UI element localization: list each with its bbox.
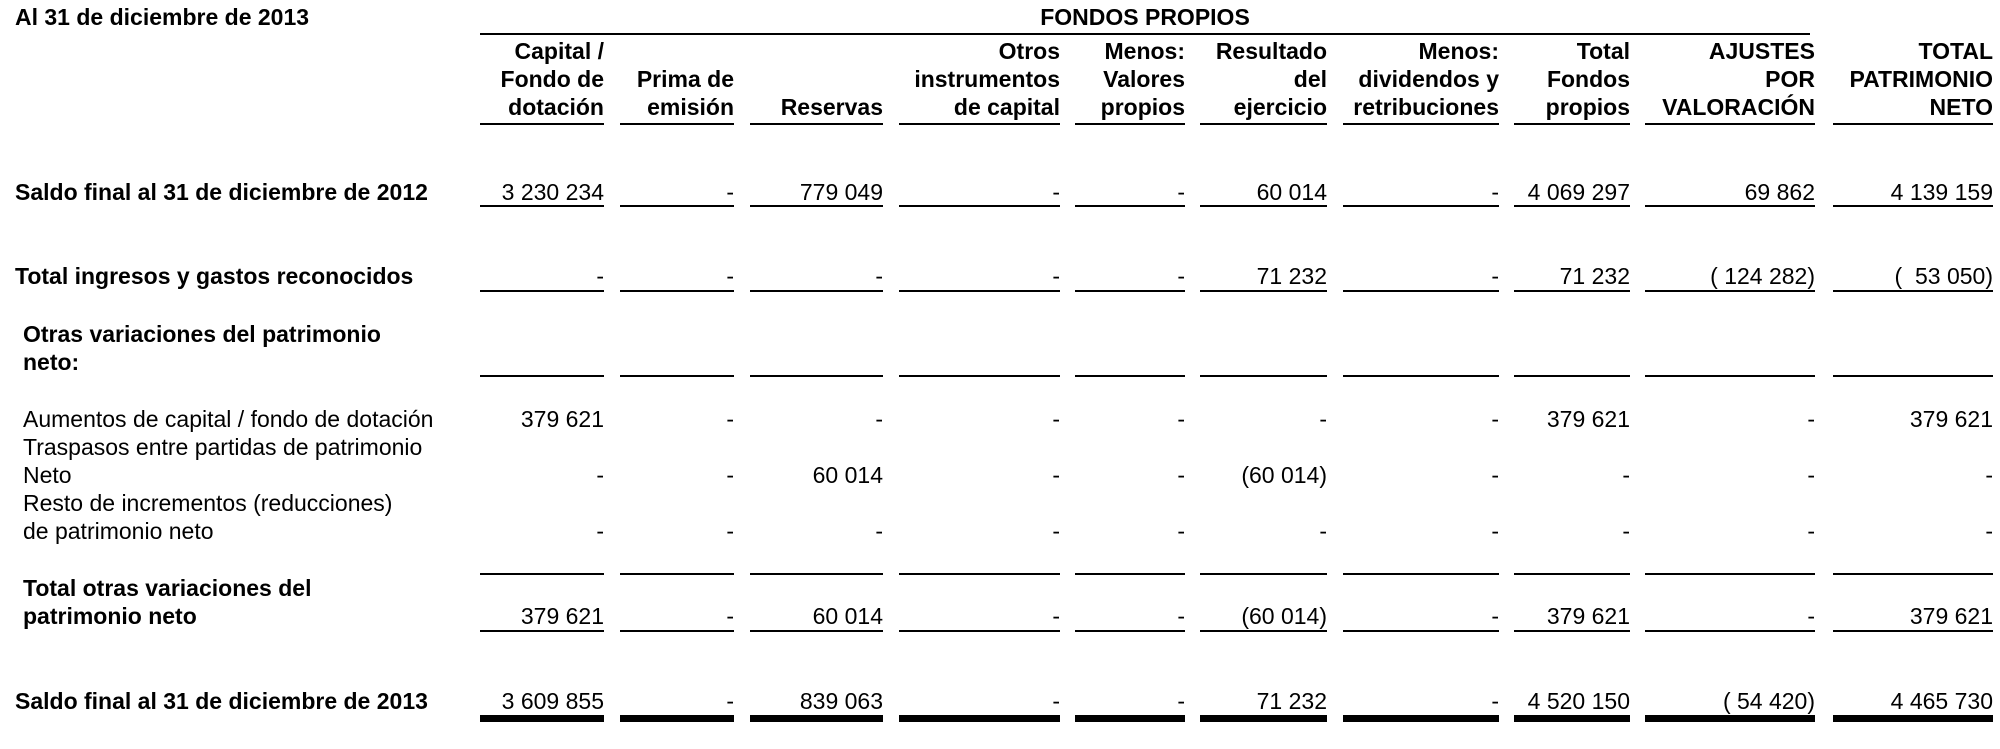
column-header-line: propios [1545, 94, 1630, 120]
cell-underline [899, 630, 1060, 632]
cell-underline [1200, 205, 1327, 207]
table-cell: (60 014) [1241, 462, 1327, 488]
table-cell: - [1491, 603, 1499, 629]
cell-underline [1075, 290, 1185, 292]
cell-underline [1200, 573, 1327, 575]
row-label-line: de patrimonio neto [23, 518, 214, 544]
cell-underline [620, 375, 734, 377]
column-header-3 [750, 37, 883, 125]
column-header-line: Menos: [1418, 38, 1499, 64]
double-underline [1514, 715, 1630, 722]
table-cell: 379 621 [1909, 603, 1993, 629]
column-header-line: Otros [998, 38, 1060, 64]
cell-underline [899, 205, 1060, 207]
cell-underline [1833, 375, 1993, 377]
row-label-line: neto: [23, 349, 80, 375]
row-aumentos-capital-label [23, 405, 433, 433]
cell-underline [1514, 375, 1630, 377]
cell-underline [1075, 205, 1185, 207]
table-cell: ( 53 050) [1894, 263, 1993, 289]
row-label-line: Total otras variaciones del [23, 575, 312, 601]
cell-underline [1645, 205, 1815, 207]
cell-underline [1343, 375, 1499, 377]
cell-underline [1343, 205, 1499, 207]
column-header-line: Capital / [514, 38, 604, 64]
table-cell: (60 014) [1241, 603, 1327, 629]
double-underline [1200, 715, 1327, 722]
column-header-line: Valores [1103, 66, 1185, 92]
table-cell: - [1177, 603, 1185, 629]
table-cell: 60 014 [1256, 179, 1327, 205]
row-label-line: Neto [23, 462, 72, 488]
cell-underline [899, 290, 1060, 292]
cell-underline [1075, 630, 1185, 632]
table-cell: ( 124 282) [1710, 263, 1815, 289]
table-cell: - [1052, 179, 1060, 205]
column-header-line [620, 37, 734, 65]
double-underline [620, 715, 734, 722]
column-header-line: Resultado [1215, 38, 1327, 64]
double-underline [1343, 715, 1499, 722]
table-cell: - [1177, 688, 1185, 714]
column-header-line: AJUSTES [1708, 38, 1815, 64]
cell-underline [480, 375, 604, 377]
table-cell: 379 621 [520, 406, 604, 432]
cell-underline [1200, 375, 1327, 377]
cell-underline [620, 205, 734, 207]
table-cell: - [1985, 518, 1993, 544]
table-cell: 4 139 159 [1890, 179, 1993, 205]
table-cell: - [1052, 603, 1060, 629]
cell-underline [1514, 205, 1630, 207]
cell-underline [1833, 630, 1993, 632]
row-label-line: Saldo final al 31 de diciembre de 2012 [15, 179, 428, 205]
cell-underline [750, 630, 883, 632]
table-cell: 379 621 [1909, 406, 1993, 432]
column-header-line: PATRIMONIO [1849, 66, 1993, 92]
cell-underline [1833, 205, 1993, 207]
column-header-line [750, 65, 883, 93]
table-cell: - [1491, 179, 1499, 205]
row-label-line: Resto de incrementos (reducciones) [23, 490, 393, 516]
table-cell: - [596, 518, 604, 544]
table-cell: - [596, 263, 604, 289]
column-header-line: Prima de [636, 66, 734, 92]
table-cell: - [1807, 603, 1815, 629]
cell-underline [1645, 573, 1815, 575]
table-cell: 4 069 297 [1527, 179, 1630, 205]
double-underline [899, 715, 1060, 722]
table-cell: - [726, 179, 734, 205]
column-header-8 [1514, 37, 1630, 125]
table-cell: - [875, 518, 883, 544]
double-underline [750, 715, 883, 722]
table-cell: - [1491, 462, 1499, 488]
table-cell: ( 54 420) [1722, 688, 1815, 714]
column-header-5 [1075, 37, 1185, 125]
cell-underline [1514, 630, 1630, 632]
double-underline [1075, 715, 1185, 722]
cell-underline [480, 205, 604, 207]
column-header-line [750, 37, 883, 65]
table-cell: - [726, 263, 734, 289]
double-underline [480, 715, 604, 722]
column-header-line: ejercicio [1233, 94, 1327, 120]
table-cell: - [1052, 406, 1060, 432]
cell-underline [480, 290, 604, 292]
cell-underline [1343, 630, 1499, 632]
table-cell: 3 609 855 [501, 688, 604, 714]
column-header-line: Fondo de [500, 66, 604, 92]
table-cell: - [1491, 688, 1499, 714]
table-cell: - [1052, 688, 1060, 714]
cell-underline [1514, 573, 1630, 575]
table-cell: - [875, 406, 883, 432]
statement-date-title: Al 31 de diciembre de 2013 [15, 4, 310, 30]
row-resto-incrementos-label [23, 489, 392, 545]
table-cell: - [1177, 263, 1185, 289]
table-cell: 69 862 [1744, 179, 1815, 205]
column-header-line: emisión [647, 94, 734, 120]
table-cell: - [726, 603, 734, 629]
double-underline [1833, 715, 1993, 722]
table-cell: - [1491, 263, 1499, 289]
table-cell: 4 520 150 [1527, 688, 1630, 714]
column-header-10 [1833, 37, 1993, 125]
cell-underline [620, 630, 734, 632]
column-header-line: dividendos y [1358, 66, 1499, 92]
column-header-line: del [1293, 66, 1327, 92]
table-cell: - [1319, 406, 1327, 432]
row-traspasos-label [23, 433, 422, 489]
table-cell: - [1491, 406, 1499, 432]
cell-underline [480, 630, 604, 632]
cell-underline [1200, 630, 1327, 632]
cell-underline [750, 290, 883, 292]
group-rule [480, 33, 1810, 35]
column-header-line: Reservas [780, 94, 883, 120]
row-otras-variaciones-heading-label [23, 320, 381, 376]
cell-underline [1645, 630, 1815, 632]
column-header-line: instrumentos [914, 66, 1060, 92]
table-cell: - [1622, 462, 1630, 488]
table-cell: 779 049 [799, 179, 883, 205]
table-cell: 60 014 [812, 603, 883, 629]
cell-underline [750, 375, 883, 377]
table-cell: - [1052, 462, 1060, 488]
table-cell: - [596, 462, 604, 488]
column-header-1 [480, 37, 604, 125]
column-header-6 [1200, 37, 1327, 125]
table-cell: - [1052, 263, 1060, 289]
cell-underline [620, 290, 734, 292]
table-cell: - [1807, 462, 1815, 488]
row-total-ingresos-gastos-label [15, 262, 413, 290]
row-label-line: Total ingresos y gastos reconocidos [15, 263, 414, 289]
table-cell: - [1177, 462, 1185, 488]
cell-underline [899, 375, 1060, 377]
table-cell: 379 621 [1546, 406, 1630, 432]
cell-underline [1343, 290, 1499, 292]
cell-underline [1645, 375, 1815, 377]
table-cell: 4 465 730 [1890, 688, 1993, 714]
column-header-line: Menos: [1104, 38, 1185, 64]
column-header-line: TOTAL [1918, 38, 1993, 64]
cell-underline [1514, 290, 1630, 292]
table-cell: 71 232 [1256, 688, 1327, 714]
table-cell: - [875, 263, 883, 289]
double-underline [1645, 715, 1815, 722]
table-cell: 839 063 [799, 688, 883, 714]
cell-underline [480, 573, 604, 575]
cell-underline [1343, 573, 1499, 575]
table-cell: 379 621 [1546, 603, 1630, 629]
column-header-line: NETO [1929, 94, 1993, 120]
cell-underline [1200, 290, 1327, 292]
column-header-line: Total [1576, 38, 1630, 64]
group-title-fondos-propios: FONDOS PROPIOS [1040, 4, 1250, 30]
table-cell: - [1807, 406, 1815, 432]
column-header-4 [899, 37, 1060, 125]
table-cell: - [1177, 406, 1185, 432]
row-label-line: Otras variaciones del patrimonio [23, 321, 381, 347]
row-label-line: patrimonio neto [23, 603, 197, 629]
table-cell: - [1491, 518, 1499, 544]
table-cell: - [1177, 518, 1185, 544]
table-cell: - [726, 688, 734, 714]
cell-underline [620, 573, 734, 575]
table-cell: - [1319, 518, 1327, 544]
table-cell: 60 014 [812, 462, 883, 488]
column-header-line: de capital [953, 94, 1060, 120]
table-cell: - [1622, 518, 1630, 544]
table-cell: 71 232 [1559, 263, 1630, 289]
cell-underline [1833, 290, 1993, 292]
column-header-9 [1645, 37, 1815, 125]
column-header-line: retribuciones [1353, 94, 1499, 120]
row-label-line: Traspasos entre partidas de patrimonio [23, 434, 423, 460]
column-header-line: Fondos [1546, 66, 1630, 92]
column-header-2 [620, 37, 734, 125]
row-total-otras-variaciones-label [23, 574, 311, 630]
column-header-line: VALORACIÓN [1662, 94, 1815, 120]
cell-underline [750, 205, 883, 207]
column-header-7 [1343, 37, 1499, 125]
row-label-line: Saldo final al 31 de diciembre de 2013 [15, 688, 428, 714]
row-label-line: Aumentos de capital / fondo de dotación [23, 406, 434, 432]
table-cell: - [1807, 518, 1815, 544]
cell-underline [750, 573, 883, 575]
table-cell: 3 230 234 [501, 179, 604, 205]
table-cell: - [726, 518, 734, 544]
cell-underline [1075, 375, 1185, 377]
column-header-line: dotación [508, 94, 604, 120]
row-saldo-2012-label [15, 178, 428, 206]
cell-underline [1833, 573, 1993, 575]
table-cell: - [726, 406, 734, 432]
table-cell: - [1985, 462, 1993, 488]
table-cell: 71 232 [1256, 263, 1327, 289]
column-header-line: POR [1765, 66, 1815, 92]
cell-underline [1075, 573, 1185, 575]
table-cell: - [1052, 518, 1060, 544]
cell-underline [899, 573, 1060, 575]
cell-underline [1645, 290, 1815, 292]
table-cell: 379 621 [520, 603, 604, 629]
table-cell: - [726, 462, 734, 488]
table-cell: - [1177, 179, 1185, 205]
column-header-line: propios [1100, 94, 1185, 120]
row-saldo-2013-label [15, 687, 428, 715]
